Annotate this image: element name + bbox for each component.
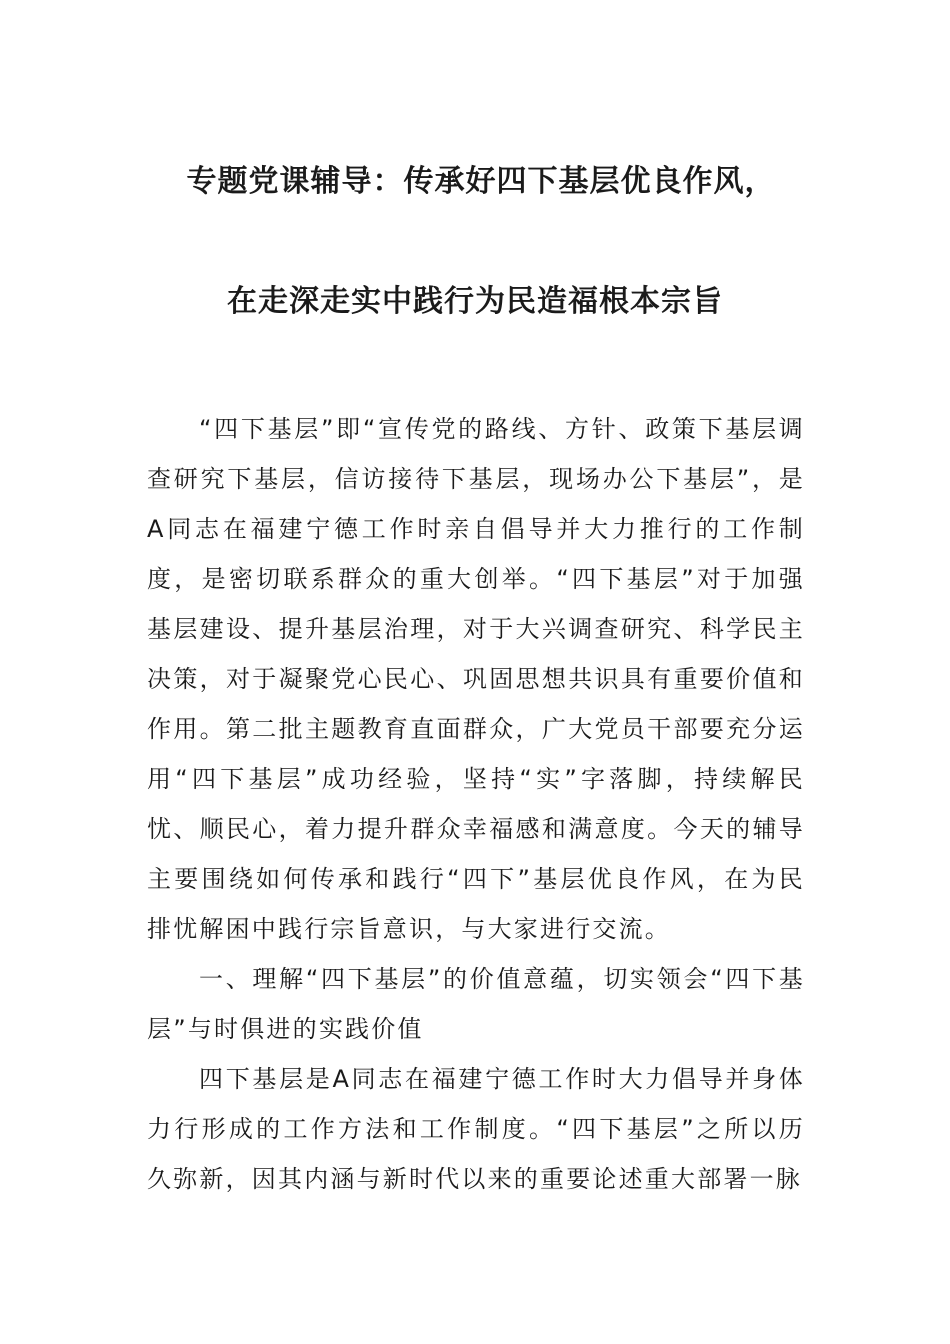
document-title-line-2: 在走深走实中践行为民造福根本宗旨 xyxy=(227,284,723,319)
section-heading-1 xyxy=(147,954,805,1054)
body-paragraph-section-1 xyxy=(147,1054,805,1204)
section-heading-text: 一、理解“四下基层”的价值意蕴，切实领会“四下基层”与时俱进的实践价值 xyxy=(147,965,805,1043)
paragraph-text: “四下基层”即“宣传党的路线、方针、政策下基层调查研究下基层，信访接待下基层，现场办公下基层”，是A同志在福建宁德工作时亲自倡导并大力推行的工作制度，是密切联系群众的重大创举。“四下基层”对于加强基层建设、提升基层治理，对于大兴调查研究、科学民主决策，对于凝聚党心民心、巩固思想共识具有重要价值和作用。第二批主题教育直面群众，广大党员干部要充分运用“四下基层”成功经验，坚持“实”字落脚，持续解民忧、顺民心，着力提升群众幸福感和满意度。今天的辅导主要围绕如何传承和践行“四下”基层优良作风，在为民排忧解困中践行宗旨意识，与大家进行交流。 xyxy=(147,415,805,943)
document-title-line-1: 专题党课辅导：传承好四下基层优良作风， xyxy=(186,164,776,199)
paragraph-text: 四下基层是A同志在福建宁德工作时大力倡导并身体力行形成的工作方法和工作制度。“四下基层”之所以历久弥新，因其内涵与新时代以来的重要论述重大部署一脉 xyxy=(147,1065,805,1193)
body-paragraph-intro xyxy=(147,404,805,954)
